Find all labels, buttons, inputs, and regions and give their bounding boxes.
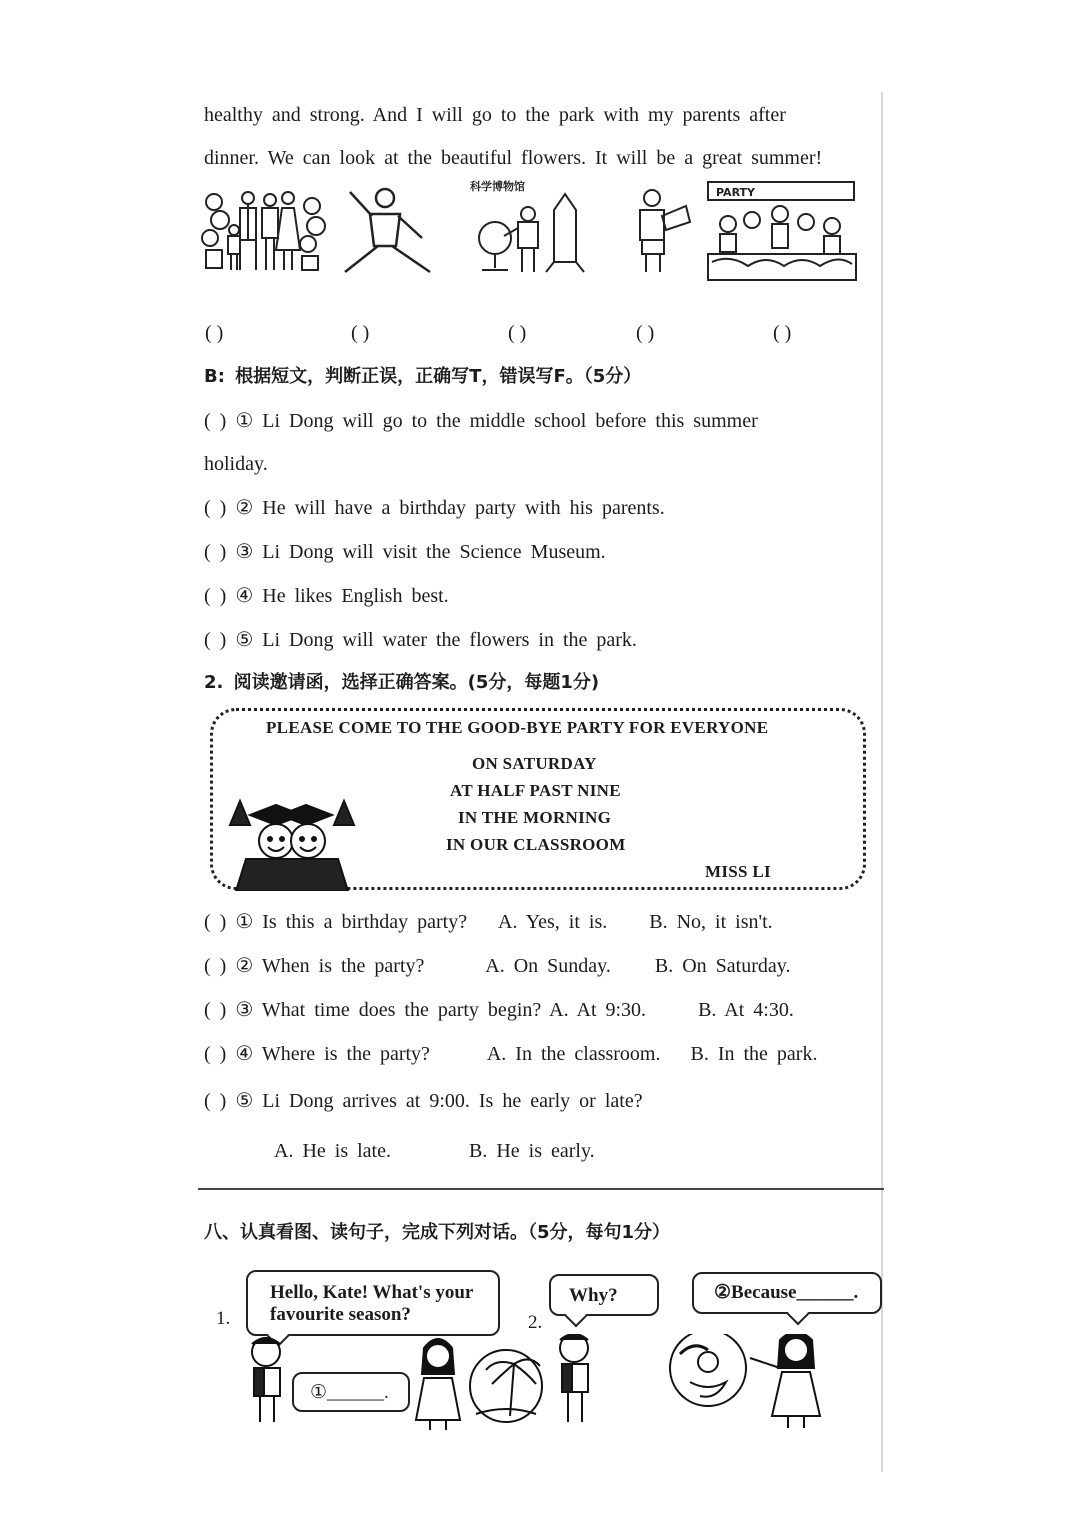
party-banner-text: PARTY: [716, 186, 756, 199]
picture-answer-blank-2[interactable]: ( ): [351, 322, 370, 344]
option-b: B. On Saturday.: [654, 955, 791, 977]
science-museum-picture: [479, 194, 584, 272]
statement-text: Li Dong will visit the Science Museum.: [262, 541, 606, 563]
question-text: Li Dong arrives at 9:00. Is he early or late?: [262, 1090, 643, 1112]
page-edge-rule: [881, 92, 883, 1472]
reading-boy-picture: [640, 190, 690, 272]
option-b: B. At 4:30.: [698, 999, 794, 1021]
speech-bubble-why: Why?: [549, 1274, 659, 1316]
speech-bubble-answer-1[interactable]: ①______.: [292, 1372, 410, 1412]
item-number-1: 1.: [216, 1308, 231, 1329]
picture-row: [200, 180, 860, 290]
section2-heading: 2. 阅读邀请函，选择正确答案。(5分，每题1分): [204, 672, 600, 693]
option-a: A. At 9:30.: [549, 999, 647, 1021]
invitation-day: ON SATURDAY: [472, 754, 597, 773]
partB-item-1-continued: holiday.: [204, 453, 268, 475]
girl-character-1: [416, 1339, 460, 1430]
answer-blank[interactable]: ( ) ①: [204, 911, 254, 933]
answer-blank[interactable]: ( ) ②: [204, 497, 254, 519]
exercising-boy-picture: [345, 189, 430, 272]
picture-answer-blank-5[interactable]: ( ): [773, 322, 792, 344]
answer-blank[interactable]: ( ) ③: [204, 541, 254, 563]
invitation-signature: MISS LI: [705, 862, 771, 881]
family-flowers-picture: [202, 192, 325, 270]
dialogue-pictures: [240, 1334, 880, 1434]
answer-blank[interactable]: ( ) ④: [204, 1043, 254, 1065]
science-museum-sign: 科学博物馆: [470, 180, 525, 193]
graduates-picture: [216, 795, 362, 891]
statement-text: Li Dong will go to the middle school before this summer: [262, 410, 758, 432]
statement-text: He likes English best.: [262, 585, 449, 607]
question-4: [204, 1041, 817, 1067]
invitation-place: IN OUR CLASSROOM: [446, 835, 626, 854]
question-2: [204, 953, 790, 979]
answer-blank[interactable]: ( ) ①: [204, 410, 254, 432]
answer-blank[interactable]: ( ) ②: [204, 955, 254, 977]
partB-item-3: [204, 539, 606, 565]
option-a: A. On Sunday.: [485, 955, 611, 977]
boy-character-2: [560, 1334, 588, 1422]
picture-answer-blank-4[interactable]: ( ): [636, 322, 655, 344]
partB-item-5: [204, 627, 637, 653]
option-b: B. He is early.: [468, 1140, 595, 1162]
question-text: When is the party?: [261, 955, 425, 977]
answer-blank[interactable]: ( ) ⑤: [204, 1090, 254, 1112]
question-3: [204, 997, 794, 1023]
summer-beach-icon: [470, 1350, 542, 1422]
section8-heading: 八、认真看图、读句子，完成下列对话。（5分，每句1分）: [204, 1222, 671, 1243]
girl-character-2: [750, 1334, 820, 1428]
partB-item-1: [204, 408, 758, 434]
partB-item-2: [204, 495, 665, 521]
question-text: What time does the party begin?: [261, 999, 542, 1021]
answer-blank[interactable]: ( ) ④: [204, 585, 254, 607]
speech-bubble-answer-2[interactable]: ②Because______.: [692, 1272, 882, 1314]
picture-answer-blank-1[interactable]: ( ): [205, 322, 224, 344]
question-5-options: [274, 1138, 595, 1164]
invitation-period: IN THE MORNING: [458, 808, 612, 827]
boy-character-1: [252, 1338, 280, 1422]
picture-answer-blank-3[interactable]: ( ): [508, 322, 527, 344]
option-a: A. In the classroom.: [486, 1043, 661, 1065]
question-1: [204, 909, 773, 935]
question-text: Where is the party?: [261, 1043, 430, 1065]
answer-blank[interactable]: ( ) ③: [204, 999, 254, 1021]
speech-bubble-question: Hello, Kate! What's your favourite season?: [246, 1270, 500, 1336]
partB-item-4: [204, 583, 449, 609]
invitation-title: PLEASE COME TO THE GOOD-BYE PARTY FOR EVERYONE: [266, 718, 769, 737]
partB-heading: B: 根据短文，判断正误，正确写T，错误写F。（5分）: [204, 366, 642, 387]
option-b: B. In the park.: [690, 1043, 818, 1065]
passage-line-1: healthy and strong. And I will go to the park with my parents after: [204, 104, 786, 126]
invitation-time: AT HALF PAST NINE: [450, 781, 621, 800]
answer-blank[interactable]: ( ) ⑤: [204, 629, 254, 651]
swimming-girl-icon: [670, 1334, 746, 1406]
question-5: [204, 1088, 643, 1114]
option-a: A. He is late.: [274, 1140, 391, 1162]
statement-text: Li Dong will water the flowers in the park.: [262, 629, 637, 651]
passage-line-2: dinner. We can look at the beautiful flowers. It will be a great summer!: [204, 147, 823, 169]
option-a: A. Yes, it is.: [498, 911, 608, 933]
section-divider: [198, 1188, 884, 1190]
option-b: B. No, it isn't.: [649, 911, 773, 933]
question-text: Is this a birthday party?: [262, 911, 468, 933]
item-number-2: 2.: [528, 1312, 543, 1333]
statement-text: He will have a birthday party with his parents.: [262, 497, 665, 519]
